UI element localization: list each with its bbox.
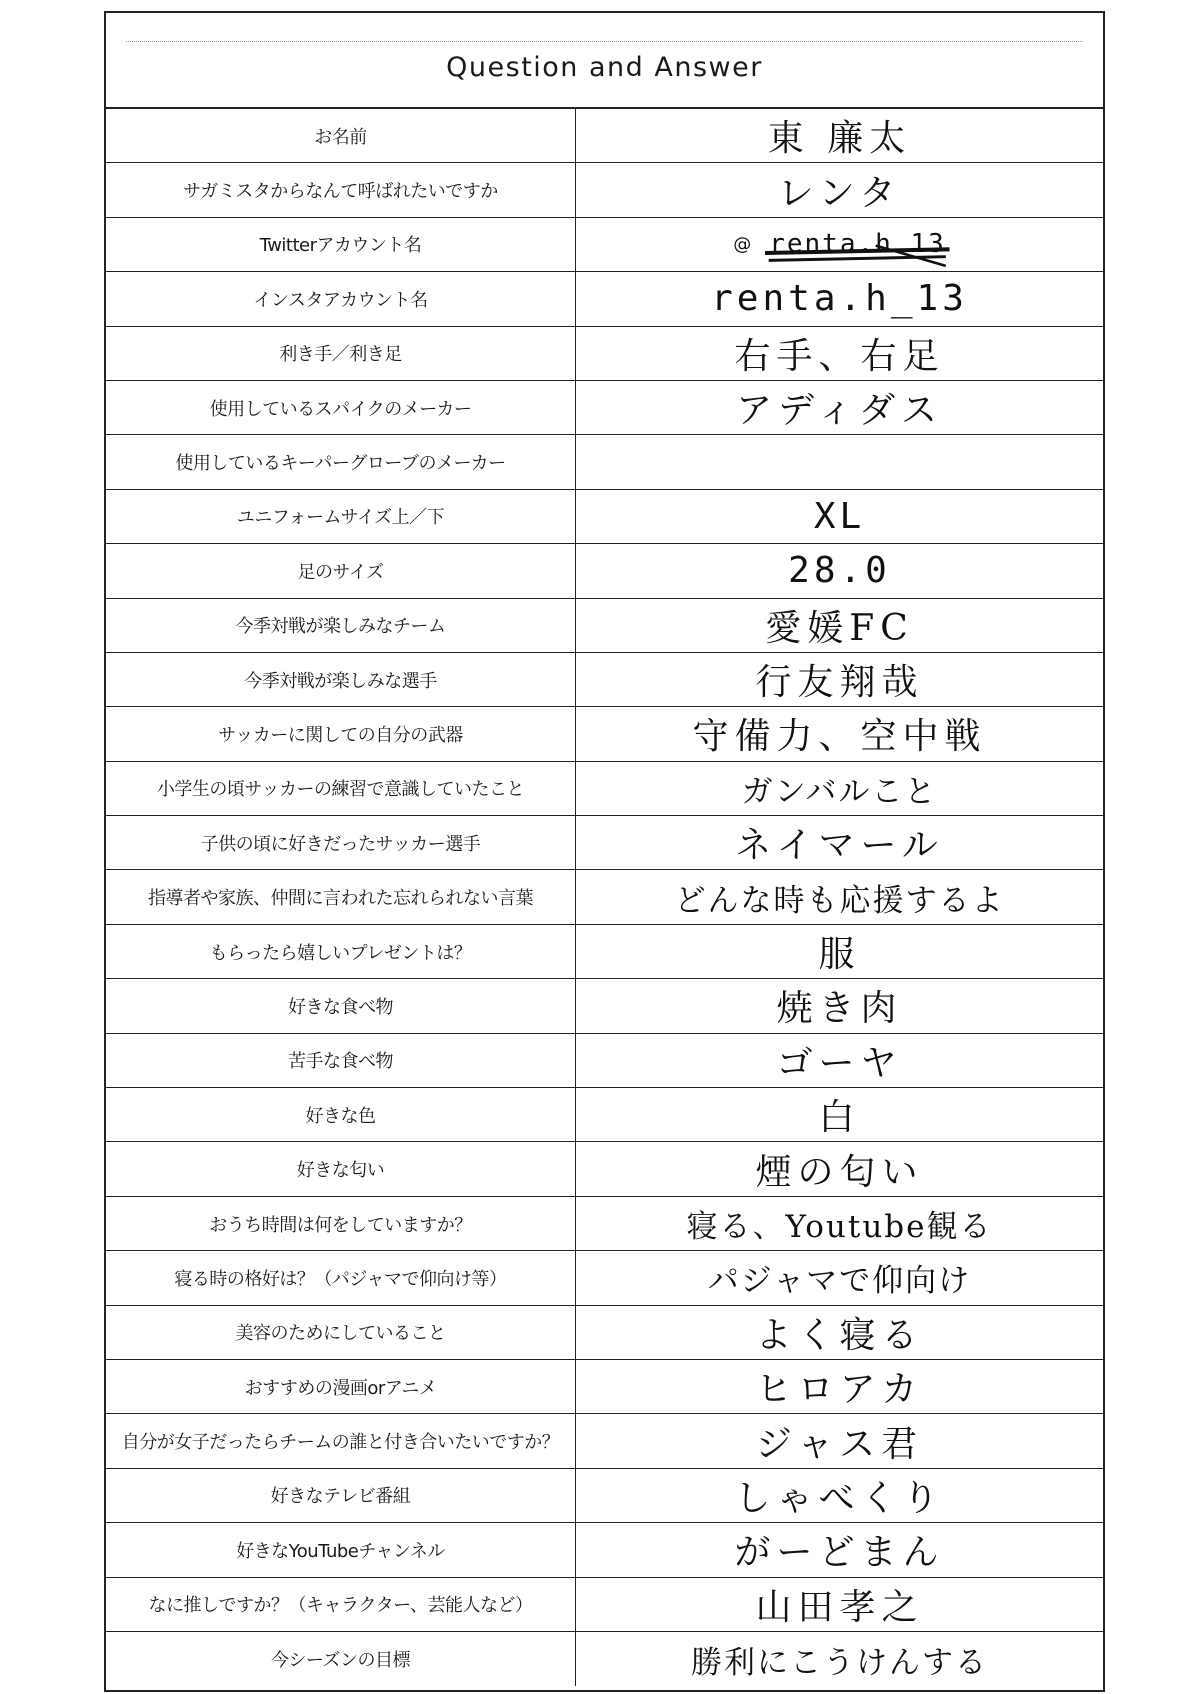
question-cell: 指導者や家族、仲間に言われた忘れられない言葉	[106, 870, 576, 923]
question-cell: 好きな色	[106, 1088, 576, 1141]
qa-row-favorite-color	[106, 1088, 1103, 1142]
question-cell: ユニフォームサイズ上／下	[106, 490, 576, 543]
question-cell: 使用しているスパイクのメーカー	[106, 381, 576, 434]
question-cell: お名前	[106, 109, 576, 162]
qa-row-dominant-hand	[106, 327, 1103, 381]
qa-row-sleep-style	[106, 1251, 1103, 1305]
question-cell: 利き手／利き足	[106, 327, 576, 380]
answer-cell: レンタ	[777, 172, 902, 214]
answer-cell: 右手、右足	[734, 335, 945, 377]
qa-row-foot-size	[106, 544, 1103, 598]
qa-row-uniform-size	[106, 490, 1103, 544]
answer-cell: 28.0	[788, 550, 891, 592]
qa-row-date-teammate	[106, 1414, 1103, 1468]
question-cell: 苦手な食べ物	[106, 1034, 576, 1087]
question-cell: Twitterアカウント名	[106, 218, 576, 271]
answer-cell: 山田孝之	[755, 1586, 924, 1628]
qa-row-spike-maker	[106, 381, 1103, 435]
qa-row-manga-anime	[106, 1360, 1103, 1414]
sheet-header	[106, 13, 1103, 109]
question-cell: 好きなテレビ番組	[106, 1469, 576, 1522]
answer-cell: ガンバルこと	[741, 773, 938, 810]
qa-row-beauty	[106, 1306, 1103, 1360]
answer-cell: どんな時も応援するよ	[674, 882, 1005, 919]
question-cell: サガミスタからなんて呼ばれたいですか	[106, 163, 576, 216]
answer-cell: 行友翔哉	[755, 662, 924, 704]
qa-row-favorite-smell	[106, 1142, 1103, 1196]
twitter-answer	[733, 229, 946, 259]
qa-row-home-time	[106, 1197, 1103, 1251]
answer-cell: renta.h_13	[711, 278, 968, 320]
sheet-title: Question and Answer	[446, 51, 763, 83]
question-cell: おすすめの漫画orアニメ	[106, 1360, 576, 1413]
question-cell: 自分が女子だったらチームの誰と付き合いたいですか？	[106, 1414, 576, 1467]
question-cell: おうち時間は何をしていますか？	[106, 1197, 576, 1250]
qa-row-twitter	[106, 218, 1103, 272]
qa-sheet	[104, 11, 1105, 1692]
answer-cell: 焼き肉	[776, 988, 903, 1030]
question-cell: サッカーに関しての自分の武器	[106, 707, 576, 760]
question-cell: 好きな匂い	[106, 1142, 576, 1195]
header-dotted-line	[126, 41, 1083, 42]
answer-cell: アディダス	[735, 390, 944, 432]
qa-row-oshi	[106, 1578, 1103, 1632]
question-cell: 今シーズンの目標	[106, 1632, 576, 1686]
question-cell: もらったら嬉しいプレゼントは？	[106, 925, 576, 978]
answer-cell: パジャマで仰向け	[707, 1263, 972, 1300]
qa-row-season-goal	[106, 1632, 1103, 1686]
qa-row-name	[106, 109, 1103, 163]
answer-cell: 愛媛FC	[765, 607, 914, 649]
qa-row-rival-player	[106, 653, 1103, 707]
qa-row-instagram	[106, 272, 1103, 326]
question-cell: 今季対戦が楽しみなチーム	[106, 599, 576, 652]
answer-cell: 煙の匂い	[755, 1151, 924, 1193]
qa-row-youtube-channel	[106, 1523, 1103, 1577]
qa-row-tv-show	[106, 1469, 1103, 1523]
qa-row-rival-team	[106, 599, 1103, 653]
question-cell: インスタアカウント名	[106, 272, 576, 325]
answer-cell: がーどまん	[734, 1532, 945, 1574]
qa-row-memorable-words	[106, 870, 1103, 924]
question-cell: 足のサイズ	[106, 544, 576, 597]
question-cell: 寝る時の格好は？（パジャマで仰向け等）	[106, 1251, 576, 1304]
question-cell: 美容のためにしていること	[106, 1306, 576, 1359]
question-cell: 好きなYouTubeチャンネル	[106, 1523, 576, 1576]
answer-cell-twitter	[576, 218, 1103, 271]
answer-cell: 東 廉太	[767, 118, 912, 160]
answer-cell: よく寝る	[755, 1314, 924, 1356]
question-cell: 子供の頃に好きだったサッカー選手	[106, 816, 576, 869]
qa-row-nickname	[106, 163, 1103, 217]
answer-cell: ジャス君	[755, 1423, 924, 1465]
answer-cell: XL	[813, 495, 866, 537]
question-cell: 好きな食べ物	[106, 979, 576, 1032]
qa-row-favorite-food	[106, 979, 1103, 1033]
question-cell: 小学生の頃サッカーの練習で意識していたこと	[106, 762, 576, 815]
qa-table	[106, 109, 1103, 1686]
question-cell: なに推しですか？（キャラクター、芸能人など）	[106, 1578, 576, 1631]
struck-handle-text: renta.h_13	[769, 229, 946, 260]
qa-row-childhood-idol	[106, 816, 1103, 870]
question-cell: 今季対戦が楽しみな選手	[106, 653, 576, 706]
answer-cell: しゃべくり	[734, 1477, 945, 1519]
answer-cell: 勝利にこうけんする	[691, 1644, 988, 1681]
answer-cell: 服	[818, 934, 861, 976]
qa-row-weapon	[106, 707, 1103, 761]
qa-row-disliked-food	[106, 1034, 1103, 1088]
answer-cell: 白	[818, 1097, 861, 1139]
answer-cell: ゴーヤ	[776, 1042, 903, 1084]
qa-row-present	[106, 925, 1103, 979]
question-cell: 使用しているキーパーグローブのメーカー	[106, 435, 576, 488]
answer-cell	[576, 435, 1103, 488]
answer-cell: 守備力、空中戦	[692, 716, 987, 758]
answer-cell: ネイマール	[735, 825, 944, 867]
struck-through-handle	[769, 229, 946, 259]
at-sign: @	[733, 233, 752, 255]
qa-row-childhood-practice	[106, 762, 1103, 816]
answer-cell: 寝る、Youtube観る	[686, 1209, 993, 1245]
answer-cell: ヒロアカ	[755, 1369, 924, 1411]
qa-row-glove-maker	[106, 435, 1103, 489]
